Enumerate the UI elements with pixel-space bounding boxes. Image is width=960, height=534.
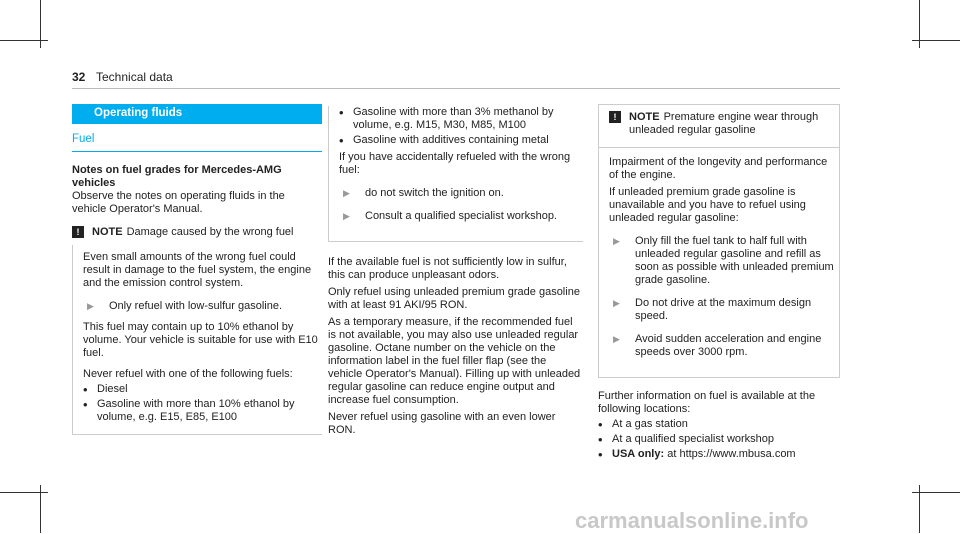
- column-2: [328, 104, 583, 437]
- list-item: [598, 433, 840, 446]
- list-item-text: At a qualified specialist workshop: [612, 433, 775, 445]
- note-text: Even small amounts of the wrong fuel could result in damage to the fuel system, the engine and the emission control system.: [83, 251, 312, 289]
- list-item: [339, 106, 583, 132]
- arrow-right-icon: ▶: [613, 334, 620, 344]
- arrow-right-icon: ▶: [87, 301, 94, 311]
- note-header: [609, 111, 839, 137]
- list-item: [83, 398, 322, 424]
- bullet-icon: •: [598, 432, 603, 447]
- step-text: Only fill the fuel tank to half full with unleaded regular gasoline and refill as soon as possible with unleaded premium grade gasoline.: [635, 235, 834, 286]
- arrow-right-icon: ▶: [343, 211, 350, 221]
- crop-mark: [912, 492, 960, 493]
- crop-mark: [0, 40, 48, 41]
- bullet-icon: •: [598, 417, 603, 432]
- list-item: [598, 418, 840, 431]
- warning-icon: !: [609, 111, 621, 123]
- note-header: [72, 226, 322, 239]
- note-title: Premature engine wear through unleaded regular gasoline: [629, 111, 819, 136]
- bullet-icon: •: [339, 105, 344, 120]
- list-item-text: Gasoline with additives containing metal: [353, 134, 549, 146]
- arrow-right-icon: ▶: [613, 298, 620, 308]
- body-text: If you have accidentally refueled with the wrong fuel:: [339, 151, 571, 176]
- note-box-body: [598, 148, 840, 378]
- body-text: Further information on fuel is available at the following locations:: [598, 390, 816, 415]
- crop-mark: [0, 492, 48, 493]
- list-item-label: USA only:: [612, 448, 665, 460]
- step-text: Only refuel with low-sulfur gasoline.: [109, 300, 283, 312]
- section-title: Operating fluids: [72, 104, 322, 124]
- note-title: Damage caused by the wrong fuel: [126, 226, 294, 238]
- note-box-continued: [328, 106, 583, 242]
- warning-icon: !: [72, 226, 84, 238]
- body-text: Never refuel using gasoline with an even lower RON.: [328, 411, 556, 436]
- body-text: Impairment of the longevity and performance of the engine.: [609, 156, 828, 181]
- instruction-step: [609, 333, 839, 359]
- note-label: NOTE: [92, 226, 123, 238]
- note-box: [72, 245, 322, 435]
- step-text: do not switch the ignition on.: [365, 187, 504, 199]
- bullet-icon: •: [339, 133, 344, 148]
- column-1: [72, 104, 322, 435]
- body-text: This fuel may contain up to 10% ethanol by volume. Your vehicle is suitable for use with E10 fuel.: [83, 321, 318, 359]
- crop-mark: [912, 40, 960, 41]
- list-item-text: Gasoline with more than 10% ethanol by volume, e.g. E15, E85, E100: [97, 398, 295, 423]
- body-text: If the available fuel is not sufficiently low in sulfur, this can produce unpleasant odors.: [328, 256, 567, 281]
- intro-text: Observe the notes on operating fluids in the vehicle Operator's Manual.: [72, 190, 285, 215]
- step-text: Consult a qualified specialist workshop.: [365, 210, 557, 222]
- list-item-text: Diesel: [97, 383, 128, 395]
- body-text: If unleaded premium grade gasoline is unavailable and you have to refuel using unleaded regular gasoline:: [609, 186, 806, 224]
- header-rule: [72, 88, 840, 89]
- step-text: Do not drive at the maximum design speed.: [635, 297, 812, 322]
- instruction-step: [339, 187, 583, 200]
- instruction-step: [609, 235, 839, 287]
- list-item: [339, 134, 583, 147]
- subsection-title: Fuel: [72, 133, 322, 152]
- page-header: [72, 68, 840, 90]
- body-text: As a temporary measure, if the recommended fuel is not available, you may also use unleaded regular gasoline. Octane number on the vehicle on the information label in the fuel filler flap (see the vehicle Operator's Manual). Filling up with unleaded regular gasoline can reduce engine output and increase fuel consumption.: [328, 316, 581, 406]
- list-item-text: At a gas station: [612, 418, 688, 430]
- bullet-icon: •: [598, 447, 603, 462]
- instruction-step: [339, 210, 583, 223]
- instruction-step: [609, 297, 839, 323]
- bullet-icon: •: [83, 382, 88, 397]
- column-3: [598, 104, 840, 461]
- page-number: 32: [72, 70, 86, 84]
- watermark: carmanualsonline.info: [575, 508, 809, 533]
- arrow-right-icon: ▶: [613, 236, 620, 246]
- list-item: [598, 448, 840, 461]
- instruction-step: [83, 300, 322, 313]
- list-item-text: Gasoline with more than 3% methanol by volume, e.g. M15, M30, M85, M100: [353, 106, 554, 131]
- list-item: [83, 383, 322, 396]
- body-text: Only refuel using unleaded premium grade gasoline with at least 91 AKI/95 RON.: [328, 286, 580, 311]
- arrow-right-icon: ▶: [343, 188, 350, 198]
- topic-heading: Notes on fuel grades for Mercedes-AMG vehicles: [72, 164, 282, 189]
- website-link[interactable]: at https://www.mbusa.com: [667, 448, 796, 460]
- step-text: Avoid sudden acceleration and engine speeds over 3000 rpm.: [635, 333, 822, 358]
- body-text: Never refuel with one of the following fuels:: [83, 368, 293, 380]
- note-label: NOTE: [629, 111, 660, 123]
- page-title: Technical data: [96, 70, 173, 84]
- note-box: [598, 104, 840, 148]
- bullet-icon: •: [83, 397, 88, 412]
